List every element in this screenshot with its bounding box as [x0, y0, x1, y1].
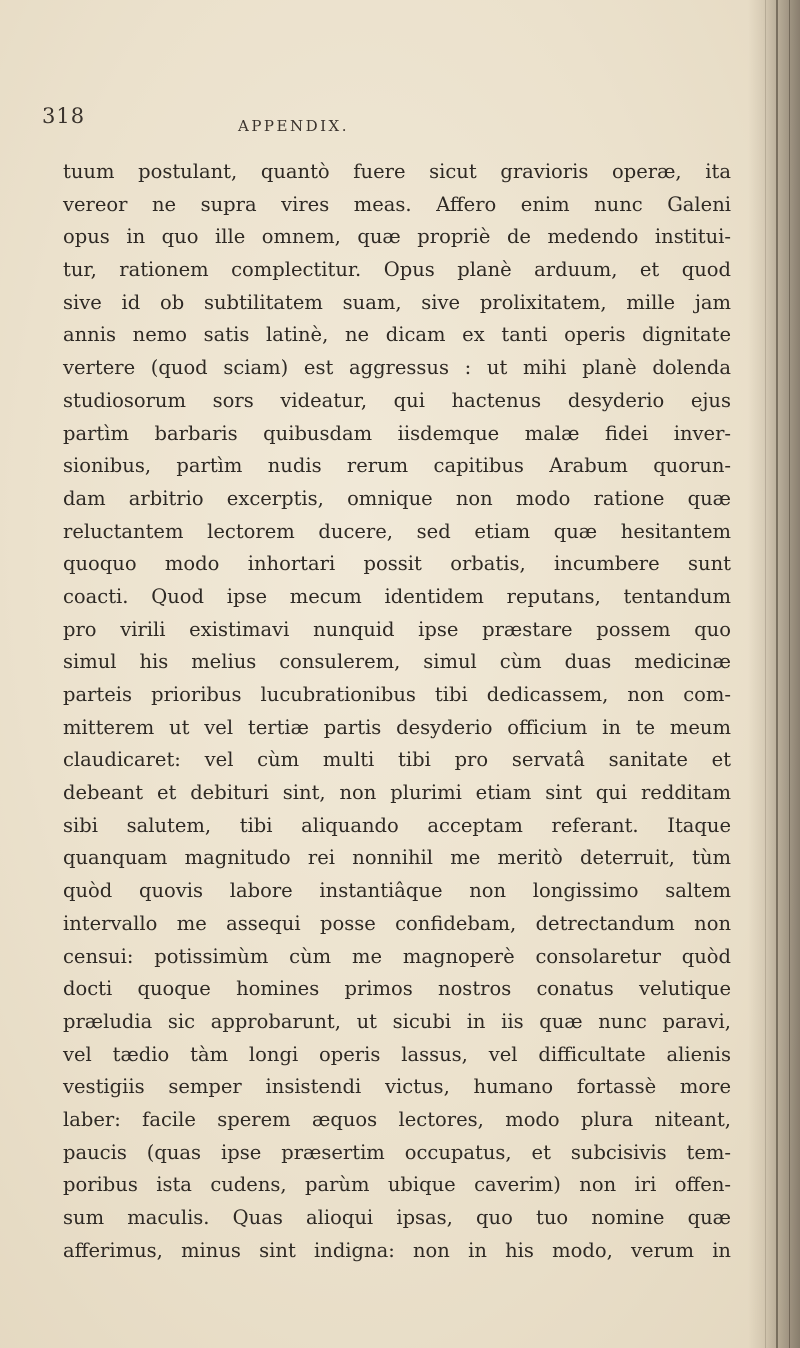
text-line: quòd quovis labore instantiâque non longissimo saltem: [63, 879, 731, 903]
text-line: sive id ob subtilitatem suam, sive prolixitatem, mille jam: [63, 290, 731, 314]
body-text: [63, 156, 731, 1267]
text-line: debeant et debituri sint, non plurimi etiam sint qui redditam: [63, 781, 731, 805]
text-line: quoquo modo inhortari possit orbatis, incumbere sunt: [63, 552, 731, 576]
text-line: parteis prioribus lucubrationibus tibi dedicassem, non com-: [63, 683, 731, 706]
text-line: sibi salutem, tibi aliquando acceptam referant. Itaque: [63, 813, 731, 837]
text-line: pro virili existimavi nunquid ipse præstare possem quo: [63, 617, 731, 641]
text-line: censui: potissimùm cùm me magnoperè consolaretur quòd: [63, 944, 731, 968]
text-line: opus in quo ille omnem, quæ propriè de medendo institui-: [63, 225, 731, 249]
text-line: afferimus, minus sint indigna: non in his modo, verum in: [63, 1238, 731, 1262]
text-line: dam arbitrio excerptis, omnique non modo ratione quæ: [63, 486, 731, 510]
text-line: reluctantem lectorem ducere, sed etiam quæ hesitantem: [63, 519, 731, 543]
text-line: studiosorum sors videatur, qui hactenus desyderio ejus: [63, 388, 731, 412]
text-line: simul his melius consulerem, simul cùm duas medicinæ: [63, 650, 731, 674]
running-title: APPENDIX.: [238, 117, 349, 135]
binding-edge-line: [776, 0, 778, 1348]
text-line: coacti. Quod ipse mecum identidem reputans, tentandum: [63, 584, 731, 608]
binding-shadow: [748, 0, 800, 1348]
text-line: tur, rationem complectitur. Opus planè arduum, et quod: [63, 258, 731, 282]
text-line: mitterem ut vel tertiæ partis desyderio officium in te meum: [63, 715, 731, 739]
text-line: laber: facile sperem æquos lectores, modo plura niteant,: [63, 1107, 731, 1131]
binding-edge-line: [789, 0, 790, 1348]
text-line: claudicaret: vel cùm multi tibi pro servatâ sanitate et: [63, 748, 731, 772]
text-line: quanquam magnitudo rei nonnihil me meritò deterruit, tùm: [63, 846, 731, 870]
text-line: vel tædio tàm longi operis lassus, vel difficultate alienis: [63, 1042, 731, 1066]
text-line: vestigiis semper insistendi victus, humano fortassè more: [63, 1075, 731, 1099]
text-line: poribus ista cudens, parùm ubique caverim) non iri offen-: [63, 1173, 731, 1197]
text-line: vertere (quod sciam) est aggressus : ut mihi planè dolenda: [63, 356, 731, 380]
text-line: intervallo me assequi posse confidebam, detrectandum non: [63, 911, 731, 935]
binding-edge-line: [765, 0, 766, 1348]
running-head: [42, 104, 742, 138]
text-line: sionibus, partìm nudis rerum capitibus Arabum quorun-: [63, 454, 731, 478]
text-line: præludia sic approbarunt, ut sicubi in iis quæ nunc paravi,: [63, 1009, 731, 1033]
text-line: paucis (quas ipse præsertim occupatus, et subcisivis tem-: [63, 1140, 731, 1164]
text-line: sum maculis. Quas alioqui ipsas, quo tuo nomine quæ: [63, 1206, 731, 1229]
text-line: vereor ne supra vires meas. Affero enim nunc Galeni: [63, 192, 731, 216]
text-line: tuum postulant, quantò fuere sicut gravioris operæ, ita: [63, 160, 731, 183]
text-line: annis nemo satis latinè, ne dicam ex tanti operis dignitate: [63, 323, 731, 347]
text-line: partìm barbaris quibusdam iisdemque malæ fidei inver-: [63, 421, 731, 445]
page-number: 318: [42, 104, 86, 128]
text-line: docti quoque homines primos nostros conatus velutique: [63, 977, 731, 1001]
